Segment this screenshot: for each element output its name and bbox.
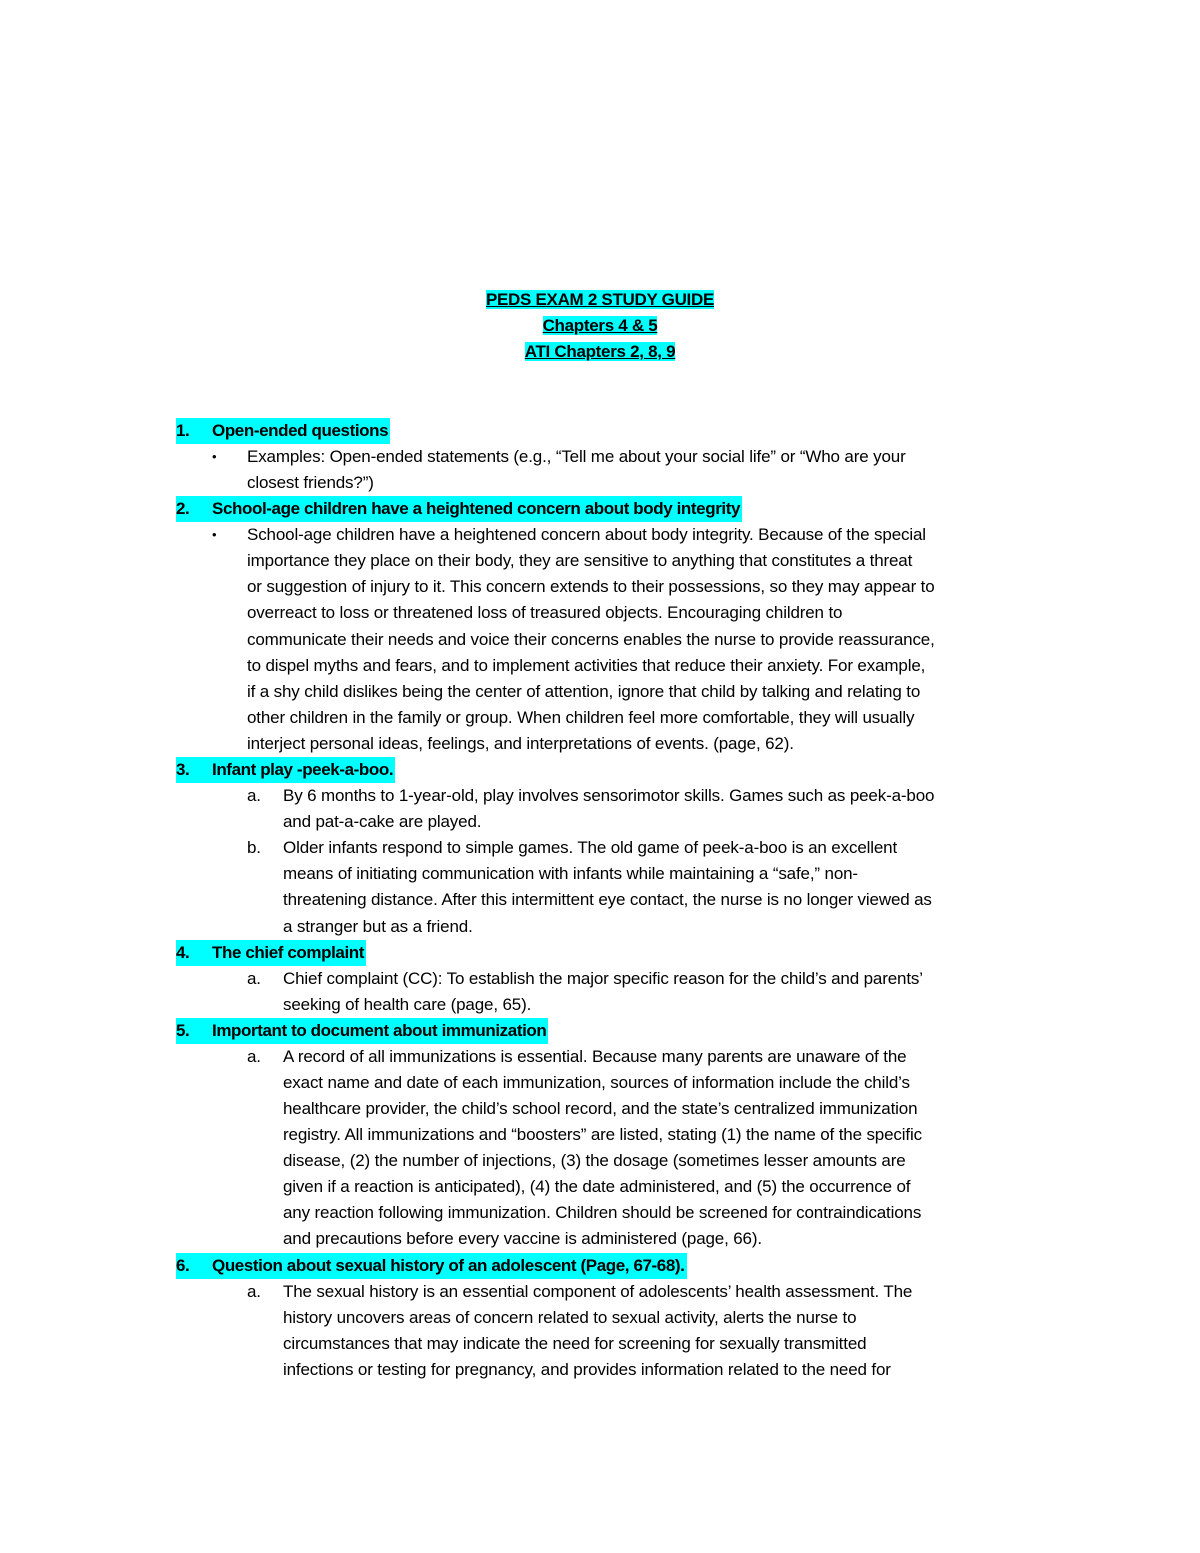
list-letter: b.: [247, 838, 261, 858]
section-5-item-a: [0, 1044, 1200, 1253]
title-line-1: PEDS EXAM 2 STUDY GUIDE: [485, 290, 714, 309]
section-5-heading: [0, 1018, 1200, 1044]
study-guide-content: [0, 418, 1200, 1383]
section-3-item-a: [0, 783, 1200, 835]
section-number: 4.: [176, 942, 190, 962]
section-1-heading: [0, 418, 1200, 444]
section-title: The chief complaint: [212, 942, 365, 962]
list-letter: a.: [247, 968, 261, 988]
section-number: 1.: [176, 421, 190, 440]
section-title: School-age children have a heightened concern about body integrity: [212, 499, 741, 519]
section-4-heading: [0, 940, 1200, 966]
section-2-heading: [0, 496, 1200, 522]
list-letter: a.: [247, 786, 261, 806]
section-4-item-a: [0, 966, 1200, 1018]
item-text: Examples: Open-ended statements (e.g., “Tell me about your social life” or “Who are your closest friends?”): [247, 447, 906, 493]
title-line-3: ATI Chapters 2, 8, 9: [524, 342, 676, 361]
section-6-heading: [0, 1253, 1200, 1279]
section-3-item-b: [0, 835, 1200, 939]
list-letter: a.: [247, 1046, 261, 1066]
item-text: A record of all immunizations is essential. Because many parents are unaware of the exact name and date of each immunization, sources of information include the child’s healthcare provider, the child’s school record, and the state’s centralized immunization registry. All immunizations and “boosters” are listed, stating (1) the name of the specific disease, (2) the number of injections, (3) the dosage (sometimes lesser amounts are given if a reaction is anticipated), (4) the date administered, and (5) the occurrence of any reaction following immunization. Children should be screened for contraindications and precautions before every vaccine is administered (page, 66).: [283, 1046, 922, 1249]
section-2-item-1: [0, 522, 1200, 757]
bullet-icon: •: [212, 449, 217, 464]
section-1-item-1: [0, 444, 1200, 496]
section-title: Question about sexual history of an adolescent (Page, 67-68).: [212, 1255, 685, 1275]
title-line-2: Chapters 4 & 5: [542, 316, 658, 335]
section-number: 5.: [176, 1020, 190, 1040]
section-title: Important to document about immunization: [212, 1020, 547, 1040]
item-text: The sexual history is an essential component of adolescents’ health assessment. The history uncovers areas of concern related to sexual activity, alerts the nurse to circumstances that may indicate the need for screening for sexually transmitted infections or testing for pregnancy, and provides information related to the need for: [283, 1281, 913, 1379]
list-letter: a.: [247, 1281, 261, 1301]
section-number: 6.: [176, 1255, 190, 1275]
bullet-icon: •: [212, 527, 217, 543]
item-text: Chief complaint (CC): To establish the major specific reason for the child’s and parents’ seeking of health care (page, 65).: [283, 968, 923, 1014]
section-title: Infant play -peek-a-boo.: [212, 760, 394, 780]
item-text: By 6 months to 1-year-old, play involves sensorimotor skills. Games such as peek-a-boo and pat-a-cake are played.: [283, 786, 935, 832]
item-text: Older infants respond to simple games. The old game of peek-a-boo is an excellent means of initiating communication with infants while maintaining a “safe,” non- threatening distance. After this intermittent eye contact, the nurse is no longer viewed as a stranger but as a friend.: [283, 838, 932, 936]
section-number: 2.: [176, 499, 190, 519]
section-3-heading: [0, 757, 1200, 783]
document-title: [0, 287, 1200, 365]
item-text: School-age children have a heightened concern about body integrity. Because of the special importance they place on their body, they are sensitive to anything that constitutes a threat or suggestion of injury to it. This concern extends to their possessions, so they may appear to overreact to loss or threatened loss of treasured objects. Encouraging children to communicate their needs and voice their concerns enables the nurse to provide reassurance, to dispel myths and fears, and to implement activities that reduce their anxiety. For example, if a shy child dislikes being the center of attention, ignore that child by talking and relating to other children in the family or group. When children feel more comfortable, they will usually interject personal ideas, feelings, and interpretations of events. (page, 62).: [247, 525, 935, 753]
section-number: 3.: [176, 760, 190, 780]
section-6-item-a: [0, 1279, 1200, 1383]
section-title: Open-ended questions: [212, 421, 389, 440]
